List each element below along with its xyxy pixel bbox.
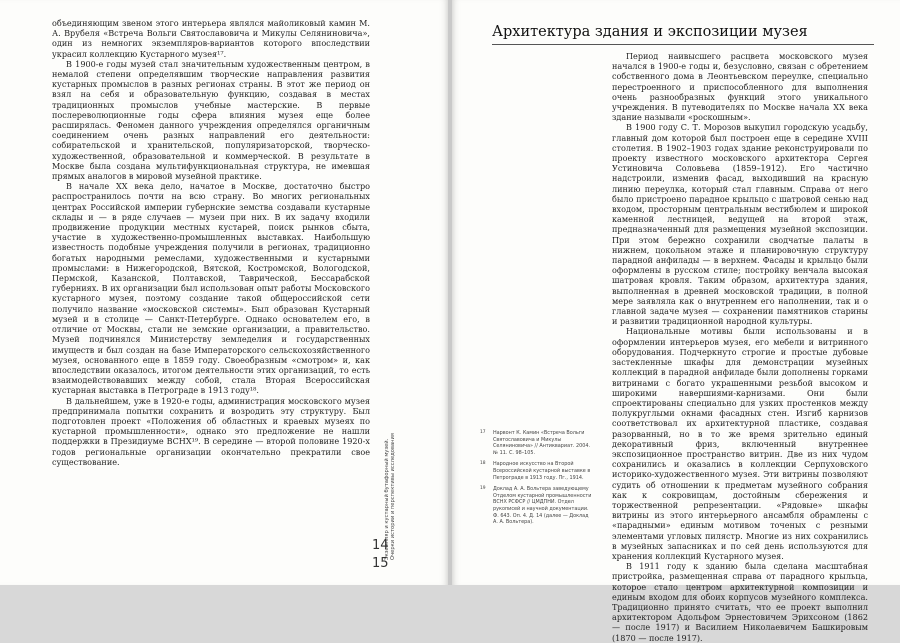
footnote — [480, 461, 592, 481]
footnote-number: 19 — [480, 486, 486, 492]
right-page-text — [612, 51, 868, 643]
section-heading: Архитектура здания и экспозиции музея — [492, 24, 808, 40]
paragraph: В начале XX века дело, начатое в Москве, достаточно быстро распространилось почти на всю страну. Во многих региональных центрах Российской империи губернские земства создавали кустарные склады и — в ряде случаев — музеи при них. В их задачу входили продвижение продукции местных кустарей, поиск рынков сбыта, участие в художественно-промышленных выставках. Наибольшую известность подобные учреждения получили в регионах, традиционно богатых народными ремеслами, художественными и кустарными промыслами: в Нижегородской, Вятской, Костромской, Вологодской, Пермской, Казанской, Полтавской, Таврической, Бессарабской губерниях. В их организации был использован опыт работы Московского кустарного музея, поэтому создание такой общероссийской сети получило название «московской системы». Был образован Кустарный музей и в столице — Санкт-Петербурге. Однако основателем его, в отличие от Москвы, стали не земские организации, а правительство. Музей подчинялся Министерству земледелия и государственных имуществ и был создан на базе Императорского сельскохозяйственного музея, основанного еще в 1859 году. Своеобразным «смотром» и, как впоследствии оказалось, итогом деятельности этих организаций, то есть взаимодействовавших между собой, стала Вторая Всероссийская кустарная выставка в Петрограде в 1913 году¹⁸. — [52, 181, 370, 396]
footnote — [480, 430, 592, 456]
left-page-text — [52, 18, 370, 467]
running-title-text: Экземпляр и кустарный бутафорный музей. Очерки истории и перспективы исследования — [384, 432, 397, 560]
footnote-number: 18 — [480, 461, 486, 467]
heading-rule — [492, 44, 874, 45]
paragraph: В дальнейшем, уже в 1920-е годы, администрация московского музея предпринимала попытки сохранить и возродить эту структуру. Был подготовлен проект «Положения об областных и краевых музеях по кустарной промышленности», однако это предложение не нашли поддержки в Президиуме ВСНХ¹⁹. В середине — второй половине 1920-х годов региональные организации окончательно прекратили свое существование. — [52, 395, 370, 467]
paragraph: В 1900 году С. Т. Морозов выкупил городскую усадьбу, главный дом которой был построен еще в середине XVIII столетия. В 1902–1903 годах здание реконструировали по проекту известного московского архитектора Сергея Устиновича Соловьева (1859–1912). Его частично надстроили, изменив фасад, выходивший на красную линию переулка, который стал главным. Справа от него было пристроено парадное крыльцо с шатровой сенью над входом, просторным центральным вестибюлем и широкой каменной лестницей, ведущей на второй этаж, предназначенный для размещения музейной экспозиции. При этом бережно сохранили сводчатые палаты в нижнем, цокольном этаже и планировочную структуру парадной анфилады — в верхнем. Фасады и крыльцо были оформлены в русском стиле; постройку венчала высокая шатровая кровля. Таким образом, архитектура здания, выполненная в древней московской традиции, в полной мере заявляла как о внутреннем его наполнении, так и о главной задаче музея — сохранении памятников старины и развитии традиционной народной культуры. — [612, 122, 868, 327]
footnotes — [480, 430, 592, 531]
left-page — [0, 0, 448, 585]
paragraph: Период наивысшего расцвета московского музея начался в 1900-е годы и, безусловно, связан с обретением собственного дома в Леонтьевском переулке, специально перестроенного и приспособленного для выполнения очень разнообразных функций этого уникального учреждения. В путеводителях по Москве начала XX века здание называли «роскошным». — [612, 51, 868, 123]
page-number-left: 14 — [372, 538, 389, 553]
paragraph: Национальные мотивы были использованы и в оформлении интерьеров музея, его мебели и витринного оборудования. Подчеркнуто строгие и простые дубовые застекленные шкафы для демонстрации музейных коллекций в парадной анфиладе были дополнены горками витринами с богато украшенными резьбой высоком и широкими навершиями-карнизами. Они были спроектированы специально для узких простенков между полукруглыми окнами фасадных стен. Изгиб карнизов соответствовал их архитектурной пластике, создавая разорванный, но в то же время зрительно единый декоративный фриз, включенный внутреннее экспозиционное пространство витрин. Две из них чудом сохранились и оказались в коллекции Серпуховского историко-художественного музея. Эти витрины позволяют судить об отношении к предметам музейного собрания как к сокровищам, достойным сбережения и торжественной репрезентации. «Рядовые» шкафы витрины из этого интерьерного ансамбля обрамлены с «парадными» единым мотивом точеных с резными элементами угловых пилястр. Многие из них сохранились в музейных запасниках и по сей день используются для хранения коллекций Кустарного музея. — [612, 326, 868, 561]
footnote-text: Доклад А. А. Вольтера заведующему Отделом кустарной промышленности ВСНХ РСФСР // ЦМДПНИ. Отдел рукописей и научной документации. Ф. 643. Оп. 4. Д. 14 (далее — Доклад А. А. Вольтера). — [493, 486, 592, 526]
page-number-right: 15 — [372, 556, 389, 571]
footnote — [480, 486, 592, 526]
footnote-number: 17 — [480, 430, 486, 435]
paragraph: В 1911 году к зданию была сделана масштабная пристройка, размещенная справа от парадного крыльца, которое стало центром архитектурной композиции и единым входом для обоих корпусов музейного комплекса. Традиционно принято считать, что ее проект выполнил архитектором Адольфом Эрнестовичем Эрихсоном (1862 — после 1917) и Василием Николаевичем Башкировым (1870 — после 1917). — [612, 561, 868, 643]
paragraph: объединяющим звеном этого интерьера являлся майоликовый камин М. А. Врубеля «Встреча Вольги Святославовича и Микулы Селяниновича», один из немногих экземпляров-вариантов которого впоследствии украсил коллекцию Кустарного музея¹⁷. — [52, 18, 370, 59]
footnote-text: Народное искусство на Второй Всероссийской кустарной выставке в Петрограде в 1913 году. Пг., 1914. — [493, 461, 591, 481]
footnote-text: Нарвонт К. Камин «Встреча Вольги Святославовича и Микулы Селяниновича» // Антиквариат. 2004. № 11. С. 98–105. — [493, 430, 591, 456]
right-page — [452, 0, 900, 643]
paragraph: В 1900-е годы музей стал значительным художественным центром, в немалой степени определявшим творческие направления развития кустарных промыслов в разных регионах страны. В этот же период он взял на себя и образовательную функцию, создавая в местах традиционных промыслов учебные мастерские. В первые послереволюционные годы сфера влияния музея еще более расширялась. Феномен данного учреждения определялся органичным соединением очень разных направлений его деятельности: собирательской и хранительской, популяризаторской, творческо-художественной, образовательной и коммерческой. В результате в Москве была создана мультифункциональная структура, не имевшая прямых аналогов в мировой музейной практике. — [52, 58, 370, 182]
